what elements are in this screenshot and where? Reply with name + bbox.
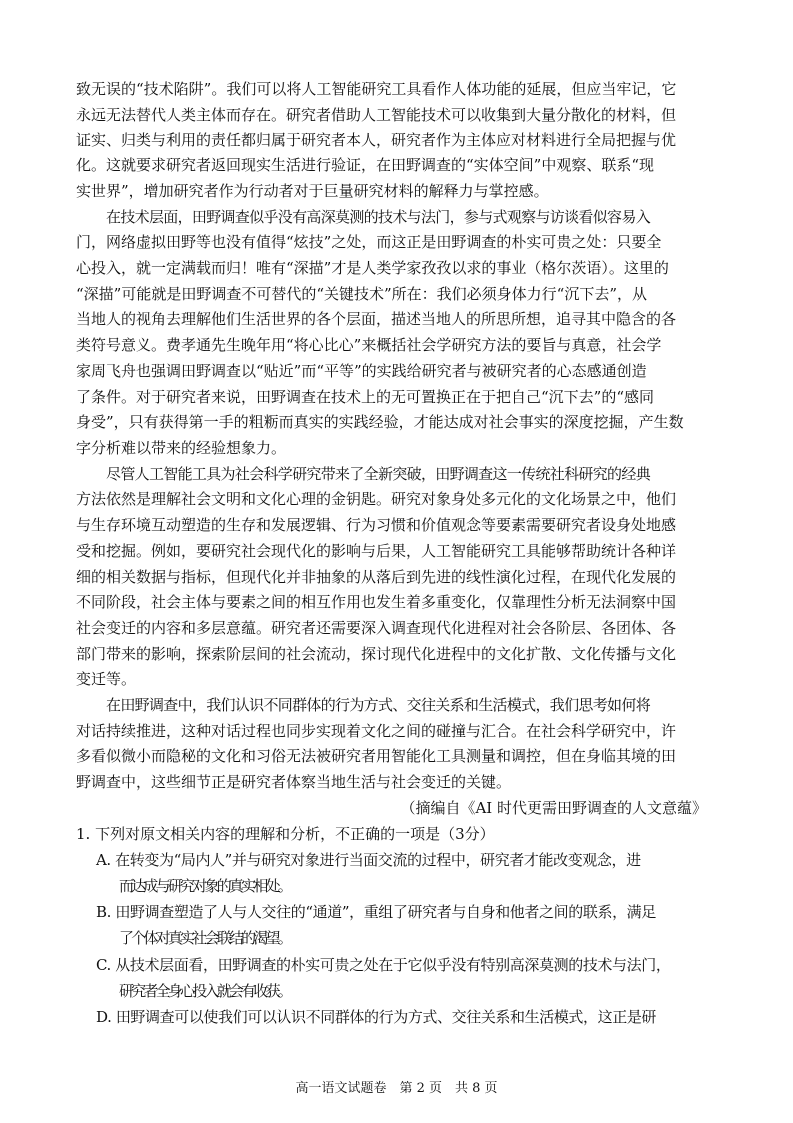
text-line: 部门带来的影响，探索阶层间的社会流动，探讨现代化进程中的文化扩散、文化传播与文化 [76, 645, 677, 663]
text-line: 当地人的视角去理解他们生活世界的各个层面，描述当地人的所思所想，追寻其中隐含的各 [76, 310, 677, 328]
paragraph-start-line: 尽管人工智能工具为社会科学研究带来了全新突破，田野调查这一传统社科研究的经典 [106, 465, 651, 483]
paragraph-start-line: 在技术层面，田野调查似乎没有高深莫测的技术与法门，参与式观察与访谈看似容易入 [106, 208, 651, 226]
text-line: 社会变迁的内容和多层意蕴。研究者还需要深入调查现代化进程对社会各阶层、各团体、各 [76, 619, 677, 637]
option-c-line-2: 研究者全身心投入就会有收获。 [119, 982, 291, 1000]
text-line: 实世界”，增加研究者作为行动者对于巨量研究材料的解释力与掌控感。 [76, 182, 549, 200]
page-footer: 高一语文试题卷 第 2 页 共 8 页 [295, 1081, 498, 1096]
text-line: “深描”可能就是田野调查不可替代的“关键技术”所在：我们必须身体力行“沉下去”，从 [76, 285, 648, 303]
option-b-line-2: 了个体对真实社会联结的渴望。 [119, 929, 291, 947]
option-a-line-2: 而达成与研究对象的真实相处。 [119, 877, 291, 895]
text-line: 多看似微小而隐秘的文化和习俗无法被研究者用智能化工具测量和调控，但在身临其境的田 [76, 747, 677, 765]
text-line: 致无误的“技术陷阱”。我们可以将人工智能研究工具看作人体功能的延展，但应当牢记，它 [76, 80, 677, 98]
text-line: 方法依然是理解社会文明和文化心理的金钥匙。研究对象身处多元化的文化场景之中，他们 [76, 490, 677, 508]
text-line: 不同阶段，社会主体与要素之间的相互作用也发生着多重变化，仅靠理性分析无法洞察中国 [76, 593, 677, 611]
text-line: 对话持续推进，这种对话过程也同步实现着文化之间的碰撞与汇合。在社会科学研究中，许 [76, 722, 677, 740]
text-line: 化。这就要求研究者返回现实生活进行验证，在田野调查的“实体空间”中观察、联系“现 [76, 156, 655, 174]
text-line: 身受”，只有获得第一手的粗粝而真实的实践经验，才能达成对社会事实的深度挖掘，产生数 [76, 413, 684, 431]
text-line: 类符号意义。费孝通先生晚年用“将心比心”来概括社会学研究方法的要旨与真意，社会学 [76, 336, 662, 354]
text-line: 字分析难以带来的经验想象力。 [76, 439, 287, 457]
option-b-line-1: B. 田野调查塑造了人与人交往的“通道”，重组了研究者与自身和他者之间的联系，满足 [96, 903, 656, 921]
text-line: 与生存环境互动塑造的生存和发展逻辑、行为习惯和价值观念等要素需要研究者设身处地感 [76, 516, 677, 534]
text-line: 变迁等。 [76, 670, 137, 688]
option-c-line-1: C. 从技术层面看，田野调查的朴实可贵之处在于它似乎没有特别高深莫测的技术与法门， [96, 956, 671, 974]
question-stem: 1. 下列对原文相关内容的理解和分析，不正确的一项是（3分） [76, 825, 495, 843]
option-d-line-1: D. 田野调查可以使我们可以认识不同群体的行为方式、交往关系和生活模式，这正是研 [96, 1008, 657, 1026]
text-line: 心投入，就一定满载而归！唯有“深描”才是人类学家孜孜以求的事业（格尔茨语）。这里的 [76, 259, 669, 277]
text-line: 证实、归类与利用的责任都归属于研究者本人，研究者作为主体应对材料进行全局把握与优 [76, 131, 677, 149]
text-line: 家周飞舟也强调田野调查以“贴近”而“平等”的实践给研究者与被研究者的心态感通创造 [76, 362, 647, 380]
text-line: 了条件。对于研究者来说，田野调查在技术上的无可置换正在于把自己“沉下去”的“感同 [76, 388, 655, 406]
text-line: 细的相关数据与指标，但现代化并非抽象的从落后到先进的线性演化过程，在现代化发展的 [76, 568, 677, 586]
paragraph-start-line: 在田野调查中，我们认识不同群体的行为方式、交往关系和生活模式，我们思考如何将 [106, 696, 651, 714]
text-line: 永远无法替代人类主体而存在。研究者借助人工智能技术可以收集到大量分散化的材料，但 [76, 106, 677, 124]
source-citation: （摘编自《AI 时代更需田野调查的人文意蕴》 [400, 799, 707, 817]
option-a-line-1: A. 在转变为“局内人”并与研究对象进行当面交流的过程中，研究者才能改变观念，进 [96, 851, 641, 869]
text-line: 受和挖掘。例如，要研究社会现代化的影响与后果，人工智能研究工具能够帮助统计各种详 [76, 542, 677, 560]
text-line: 门，网络虚拟田野等也没有值得“炫技”之处，而这正是田野调查的朴实可贵之处：只要全 [76, 233, 662, 251]
text-line: 野调查中，这些细节正是研究者体察当地生活与社会变迁的关键。 [76, 773, 512, 791]
